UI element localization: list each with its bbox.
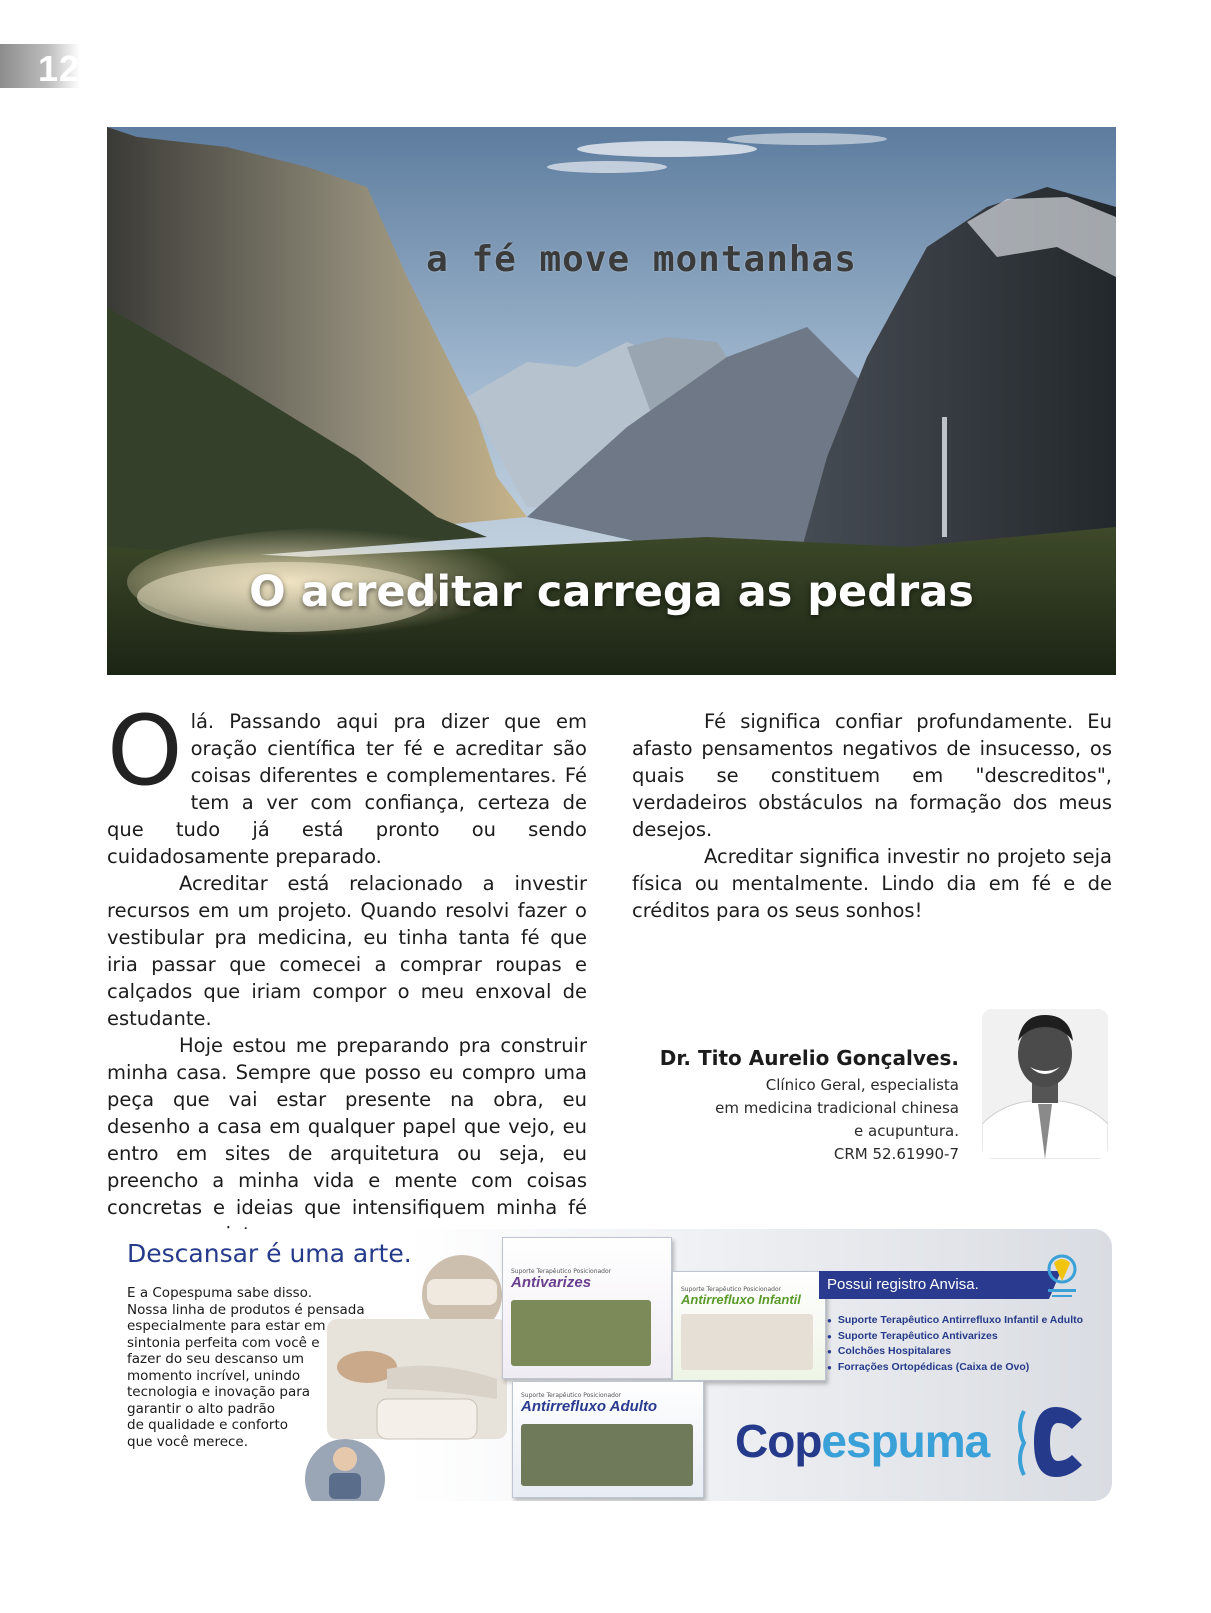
product-photo: [511, 1300, 651, 1366]
paragraph-text: lá. Passando aqui pra dizer que em oração científica ter fé e acreditar são coisas diferentes e complementares. Fé tem a ver com confiança, certeza de que tudo já está pronto ou sendo cuidadosamente preparado.: [107, 710, 587, 868]
certification-seal-icon: [1042, 1251, 1082, 1301]
product-list: [827, 1313, 1083, 1375]
ad-text-line: sintonia perfeita com você e: [127, 1334, 320, 1351]
product-title: Antirrefluxo Infantil: [681, 1292, 801, 1307]
product-photo: [521, 1424, 693, 1486]
anvisa-banner: Possui registro Anvisa.: [819, 1271, 1049, 1299]
lifestyle-photos-illustration: [297, 1249, 507, 1501]
article-paragraph-4: Fé significa confiar profundamente. Eu afasto pensamentos negativos de insucesso, os quais se constituem em "descreditos", verdadeiros obstáculos na formação dos meus desejos.: [632, 710, 1112, 841]
ad-text-line: Nossa linha de produtos é pensada: [127, 1301, 365, 1318]
author-credential-line: Clínico Geral, especialista: [765, 1076, 959, 1094]
product-list-item: ● Suporte Terapêutico Antivarizes: [827, 1329, 1083, 1345]
article-right-column: [632, 708, 1112, 924]
ad-text-line: fazer do seu descanso um: [127, 1351, 305, 1367]
product-subtitle: Suporte Terapêutico Posicionador: [681, 1286, 782, 1293]
author-portrait-icon: [982, 1009, 1108, 1159]
brand-text-part1: Cop: [735, 1415, 822, 1467]
article-paragraph-2: Acreditar está relacionado a investir recursos em um projeto. Quando resolvi fazer o vestibular pra medicina, eu tinha tanta fé que iria passar que comecei a comprar roupas e calçados que iriam compor o meu enxoval de estudante.: [107, 872, 587, 1030]
article-paragraph-5: Acreditar significa investir no projeto seja física ou mentalmente. Lindo dia em fé e de créditos para os seus sonhos!: [632, 845, 1112, 922]
author-crm: CRM 52.61990-7: [833, 1145, 959, 1163]
author-credential-line: e acupuntura.: [854, 1122, 959, 1140]
ad-text-line: que você merece.: [127, 1433, 249, 1450]
article-paragraph-3: Hoje estou me preparando pra construir minha casa. Sempre que posso eu compro uma peça que vai estar presente na obra, eu desenho a casa em qualquer papel que vejo, eu entro em sites de arquitetura ou seja, eu preencho a minha vida e mente com coisas concretas e ideias que intensifiquem minha fé: [107, 1034, 587, 1219]
product-box-antirrefluxo-infantil: [672, 1271, 826, 1381]
product-list-item: ● Forrações Ortopédicas (Caixa de Ovo): [827, 1360, 1083, 1376]
product-box-antivarizes: [502, 1237, 672, 1379]
author-name: Dr. Tito Aurelio Gonçalves.: [659, 1046, 959, 1070]
ad-text-line: de qualidade e conforto: [127, 1417, 289, 1433]
hero-tagline: a fé move montanhas: [426, 239, 857, 280]
article-left-column: [107, 695, 587, 1248]
product-box-antirrefluxo-adulto: [512, 1381, 704, 1498]
product-subtitle: Suporte Terapêutico Posicionador: [521, 1392, 622, 1399]
copespuma-c-logo-icon: [1012, 1397, 1092, 1487]
ad-text-line: tecnologia e inovação para: [127, 1384, 311, 1400]
author-photo: [982, 1009, 1108, 1159]
ad-text-line: garantir o alto padrão: [127, 1400, 276, 1417]
product-list-item: ● Suporte Terapêutico Antirrefluxo Infantil e Adulto: [827, 1313, 1083, 1329]
product-photo: [681, 1314, 813, 1370]
dropcap-letter: O: [107, 695, 183, 807]
article-paragraph-1: [107, 695, 587, 870]
product-title: Antivarizes: [511, 1274, 592, 1291]
ad-title: Descansar é uma arte.: [127, 1239, 412, 1268]
author-credential-line: em medicina tradicional chinesa: [715, 1099, 959, 1117]
copespuma-advertisement[interactable]: [107, 1229, 1112, 1501]
ad-text-line: especialmente para estar em: [127, 1318, 326, 1334]
hero-image: [107, 127, 1116, 675]
copespuma-logo-text: [735, 1414, 989, 1468]
ad-text-line: E a Copespuma sabe disso.: [127, 1285, 312, 1301]
product-title: Antirrefluxo Adulto: [521, 1398, 658, 1415]
product-list-item: ● Colchões Hospitalares: [827, 1344, 1083, 1360]
ad-text-line: momento incrível, unindo: [127, 1367, 301, 1384]
product-subtitle: Suporte Terapêutico Posicionador: [511, 1268, 612, 1275]
hero-headline: O acreditar carrega as pedras: [249, 567, 974, 617]
page-number: 12: [38, 48, 81, 89]
brand-text-part2: espuma: [821, 1415, 990, 1467]
author-block: [599, 1046, 959, 1166]
